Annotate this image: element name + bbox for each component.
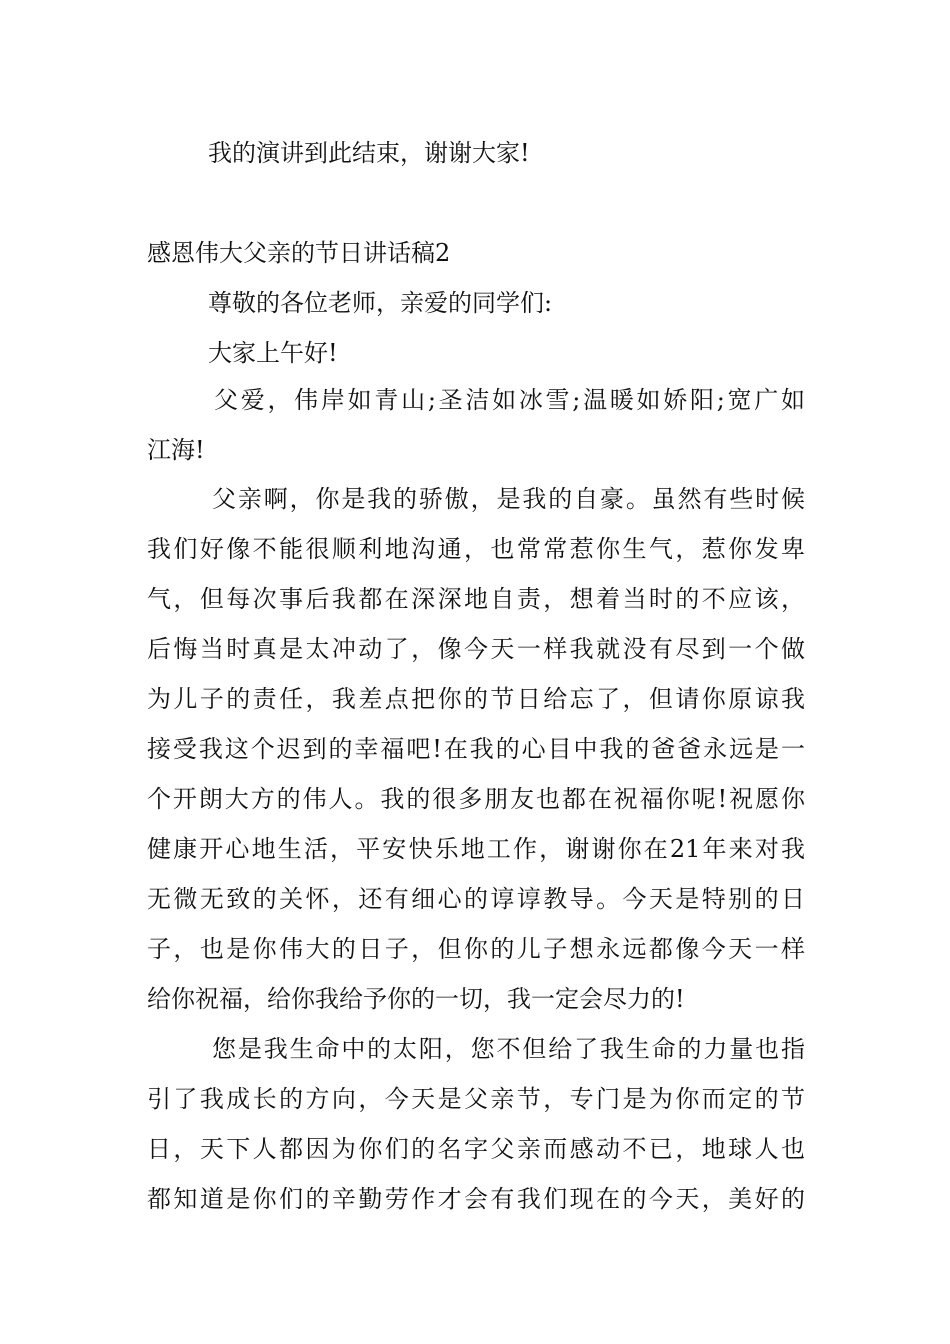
paragraph-2-line-8: 健康开心地生活，平安快乐地工作，谢谢你在21年来对我 (147, 835, 805, 863)
paragraph-1-line-2: 江海! (147, 436, 205, 464)
paragraph-2-line-2: 我们好像不能很顺利地沟通，也常常惹你生气，惹你发卑 (147, 535, 805, 563)
paragraph-2-line-7: 个开朗大方的伟人。我的很多朋友也都在祝福你呢!祝愿你 (147, 785, 805, 813)
paragraph-2-line-4: 后悔当时真是太冲动了，像今天一样我就没有尽到一个做 (147, 635, 805, 663)
paragraph-2-line-9: 无微无致的关怀，还有细心的谆谆教导。今天是特别的日 (147, 885, 805, 913)
greeting: 大家上午好! (208, 339, 338, 367)
paragraph-3-line-2: 引了我成长的方向，今天是父亲节，专门是为你而定的节 (147, 1085, 805, 1113)
closing-line: 我的演讲到此结束，谢谢大家! (208, 139, 530, 167)
paragraph-2-line-1: 父亲啊，你是我的骄傲，是我的自豪。虽然有些时候 (212, 485, 805, 513)
salutation: 尊敬的各位老师，亲爱的同学们: (208, 289, 553, 317)
paragraph-2-line-11: 给你祝福，给你我给予你的一切，我一定会尽力的! (147, 985, 685, 1013)
paragraph-2-line-3: 气，但每次事后我都在深深地自责，想着当时的不应该， (147, 585, 805, 613)
paragraph-3-line-4: 都知道是你们的辛勤劳作才会有我们现在的今天，美好的 (147, 1185, 805, 1213)
paragraph-3-line-3: 日，天下人都因为你们的名字父亲而感动不已，地球人也 (147, 1135, 805, 1163)
paragraph-1-line-1: 父爱，伟岸如青山;圣洁如冰雪;温暖如娇阳;宽广如 (214, 386, 805, 414)
paragraph-2-line-6: 接受我这个迟到的幸福吧!在我的心目中我的爸爸永远是一 (147, 735, 805, 763)
paragraph-3-line-1: 您是我生命中的太阳，您不但给了我生命的力量也指 (212, 1035, 805, 1063)
paragraph-2-line-5: 为儿子的责任，我差点把你的节日给忘了，但请你原谅我 (147, 685, 805, 713)
section-heading: 感恩伟大父亲的节日讲话稿2 (147, 239, 451, 267)
paragraph-2-line-10: 子，也是你伟大的日子，但你的儿子想永远都像今天一样 (147, 935, 805, 963)
